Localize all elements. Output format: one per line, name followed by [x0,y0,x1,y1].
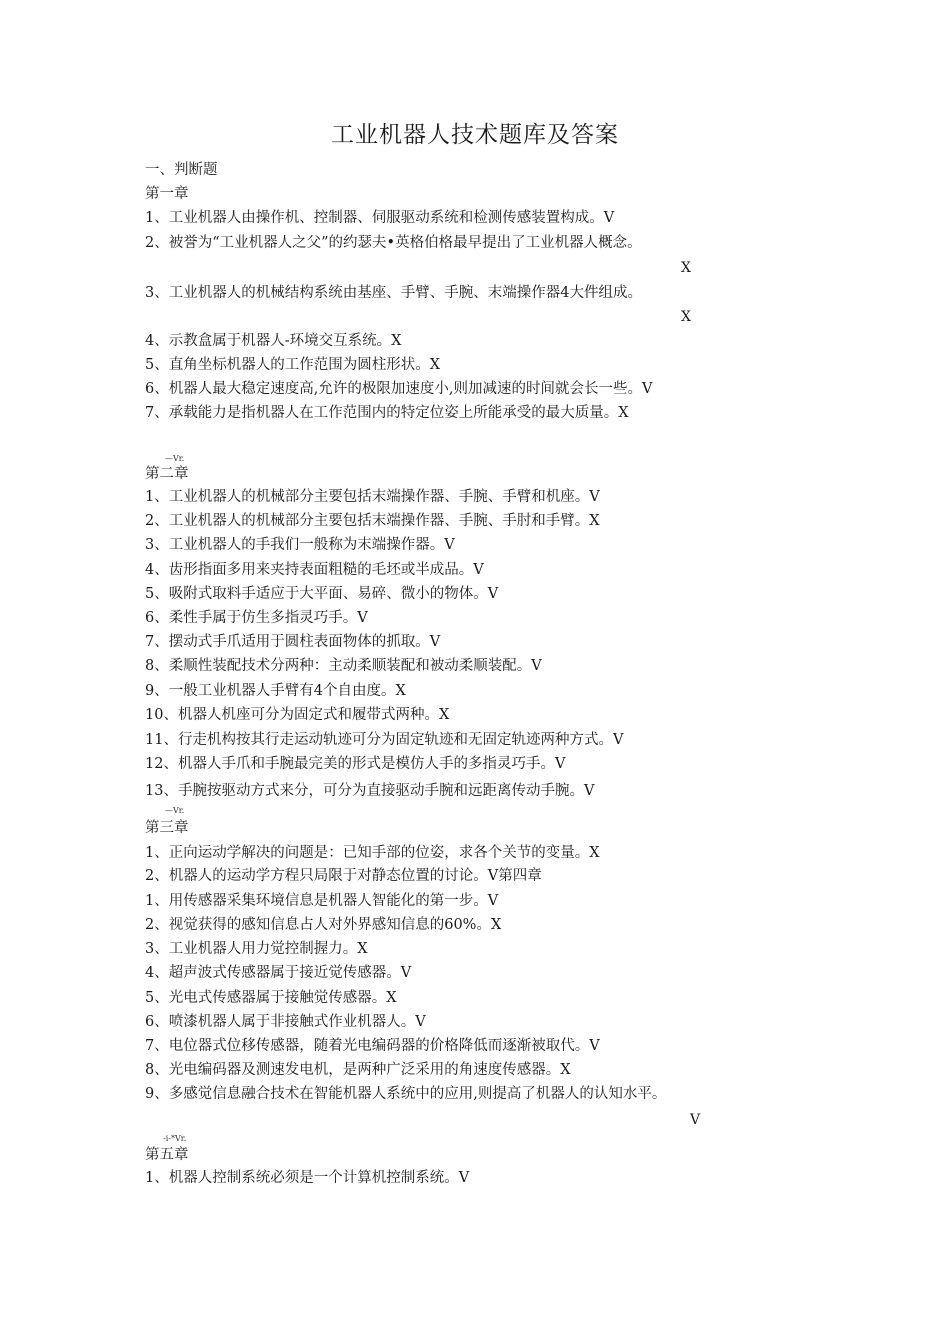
list-item: 6、机器人最大稳定速度高,允许的极限加速度小,则加减速的时间就会长一些。V [145,381,653,397]
list-item: 9、一般工业机器人手臂有4个自由度。X [145,683,406,699]
scan-artifact: —Vr. [165,806,185,815]
list-item: 9、多感觉信息融合技术在智能机器人系统中的应用,则提高了机器人的认知水平。 [145,1086,667,1102]
list-item: 10、机器人机座可分为固定式和履带式两种。X [145,707,450,723]
list-item: 6、柔性手属于仿生多指灵巧手。V [145,610,368,626]
list-item: 5、直角坐标机器人的工作范围为圆柱形状。X [145,357,441,373]
list-item: 7、承载能力是指机器人在工作范围内的特定位姿上所能承受的最大质量。X [145,405,629,421]
list-item: 2、被誉为“工业机器人之父”的约瑟夫•英格伯格最早提出了工业机器人概念。 [145,235,642,251]
answer-mark: V [690,1112,701,1128]
list-item: 2、视觉获得的感知信息占人对外界感知信息的60%。X [145,917,502,933]
chapter-heading: 第二章 [145,466,189,482]
list-item: 5、光电式传感器属于接触觉传感器。X [145,990,397,1006]
list-item: 4、齿形指面多用来夹持表面粗糙的毛坯或半成品。V [145,562,484,578]
answer-mark: X [681,309,691,325]
answer-mark: X [681,260,691,276]
list-item: 1、用传感器采集环境信息是机器人智能化的第一步。V [145,893,499,909]
list-item: 13、手腕按驱动方式来分，可分为直接驱动手腕和远距离传动手腕。V [145,783,595,799]
list-item: 8、柔顺性装配技术分两种：主动柔顺装配和被动柔顺装配。V [145,658,542,674]
list-item: 3、工业机器人的机械结构系统由基座、手臂、手腕、末端操作器4大件组成。 [145,285,642,301]
list-item: 12、机器人手爪和手腕最完美的形式是模仿人手的多指灵巧手。V [145,756,566,772]
list-item: 5、吸附式取料手适应于大平面、易碎、微小的物体。V [145,586,499,602]
list-item: 6、喷漆机器人属于非接触式作业机器人。V [145,1014,426,1030]
list-item: 2、工业机器人的机械部分主要包括末端操作器、手腕、手肘和手臂。X [145,513,600,529]
list-item: 2、机器人的运动学方程只局限于对静态位置的讨论。V第四章 [145,868,542,884]
chapter-heading: 第一章 [145,186,189,202]
list-item: 3、工业机器人用力觉控制握力。X [145,941,368,957]
list-item: 1、工业机器人的机械部分主要包括末端操作器、手腕、手臂和机座。V [145,489,600,505]
document-title: 工业机器人技术题库及答案 [331,122,619,148]
list-item: 1、机器人控制系统必须是一个计算机控制系统。V [145,1170,470,1186]
list-item: 11、行走机构按其行走运动轨迹可分为固定轨迹和无固定轨迹两种方式。V [145,732,624,748]
scan-artifact: -i-*Vr. [163,1134,187,1143]
scan-artifact: —Vr. [165,454,185,463]
section-heading: 一、判断题 [145,162,218,178]
list-item: 7、摆动式手爪适用于圆柱表面物体的抓取。V [145,634,441,650]
list-item: 1、工业机器人由操作机、控制器、伺服驱动系统和检测传感装置构成。V [145,210,615,226]
list-item: 1、正向运动学解决的问题是：已知手部的位姿，求各个关节的变量。X [145,845,600,861]
list-item: 3、工业机器人的手我们一般称为末端操作器。V [145,537,455,553]
list-item: 4、超声波式传感器属于接近觉传感器。V [145,965,412,981]
list-item: 7、电位器式位移传感器，随着光电编码器的价格降低而逐渐被取代。V [145,1038,600,1054]
list-item: 8、光电编码器及测速发电机，是两种广泛采用的角速度传感器。X [145,1062,571,1078]
chapter-heading: 第五章 [145,1147,189,1163]
list-item: 4、示教盒属于机器人-环境交互系统。X [145,333,402,349]
chapter-heading: 第三章 [145,820,189,836]
